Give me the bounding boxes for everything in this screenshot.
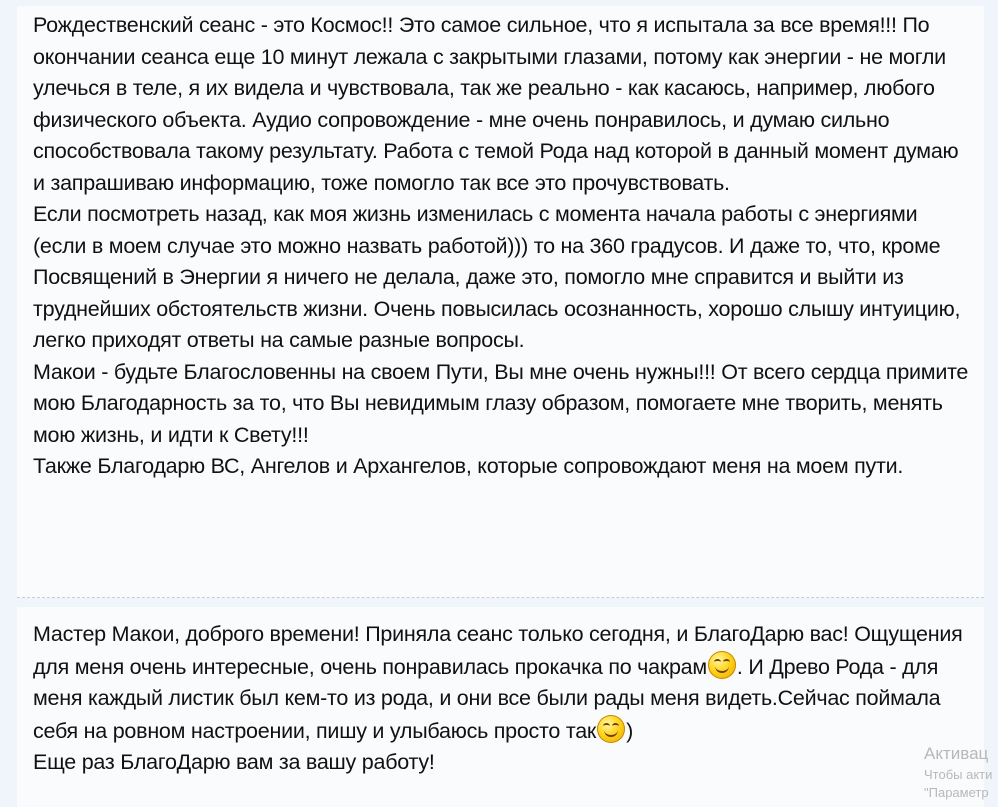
review-text-segment: Еще раз БлагоДарю вам за вашу работу! — [33, 750, 435, 774]
review-post-2 — [17, 607, 984, 807]
smiley-emoticon-icon — [708, 651, 736, 679]
review-paragraph: Также Благодарю ВС, Ангелов и Архангелов, которые сопровождают меня на моем пути. — [33, 454, 904, 478]
review-post-1 — [17, 6, 984, 598]
review-text-segment: ) — [626, 718, 633, 743]
windows-activation-watermark-text: Чтобы акти — [924, 767, 993, 782]
smiley-emoticon-icon — [597, 715, 625, 743]
windows-activation-watermark-title: Активац — [924, 744, 989, 763]
review-text-segment: Мастер Макои, доброго времени! Приняла сеанс только сегодня, и БлагоДарю вас! Ощущения для меня очень интересные, очень понравилась прокачка по чакрам — [33, 622, 963, 679]
review-text-segment: . И Древо Рода - для меня каждый листик был кем-то из рода, и они все были рады меня видеть.Сейчас поймала себя на ровном настроении, пишу и улыбаюсь просто так — [33, 654, 941, 743]
windows-activation-watermark-text: "Параметр — [924, 785, 989, 800]
review-paragraph — [33, 619, 974, 779]
review-paragraph: Если посмотреть назад, как моя жизнь изменилась с момента начала работы с энергиями (если в моем случае это можно назвать работой))) то на 360 градусов. И даже то, что, кроме Посвящений в Энергии я ничего не делала, даже это, помогло мне справится и выйти из труднейших обстоятельств жизни. Очень повысилась осознанность, хорошо слышу интуицию, легко приходят ответы на самые разные вопросы. — [33, 202, 961, 352]
review-paragraph: Рождественский сеанс - это Космос!! Это самое сильное, что я испытала за все время!!! По окончании сеанса еще 10 минут лежала с закрытыми глазами, потому как энергии - не могли улечься в теле, я их видела и чувствовала, так же реально - как касаюсь, например, любого физического объекта. Аудио сопровождение - мне очень понравилось, и думаю сильно способствовала такому результату. Работа с темой Рода над которой в данный момент думаю и запрашиваю информацию, тоже помогло так все это прочувствовать. — [33, 13, 959, 195]
review-paragraph: Макои - будьте Благословенны на своем Пути, Вы мне очень нужны!!! От всего сердца примите мою Благодарность за то, что Вы невидимым глазу образом, помогаете мне творить, менять мою жизнь, и идти к Свету!!! — [33, 359, 969, 447]
